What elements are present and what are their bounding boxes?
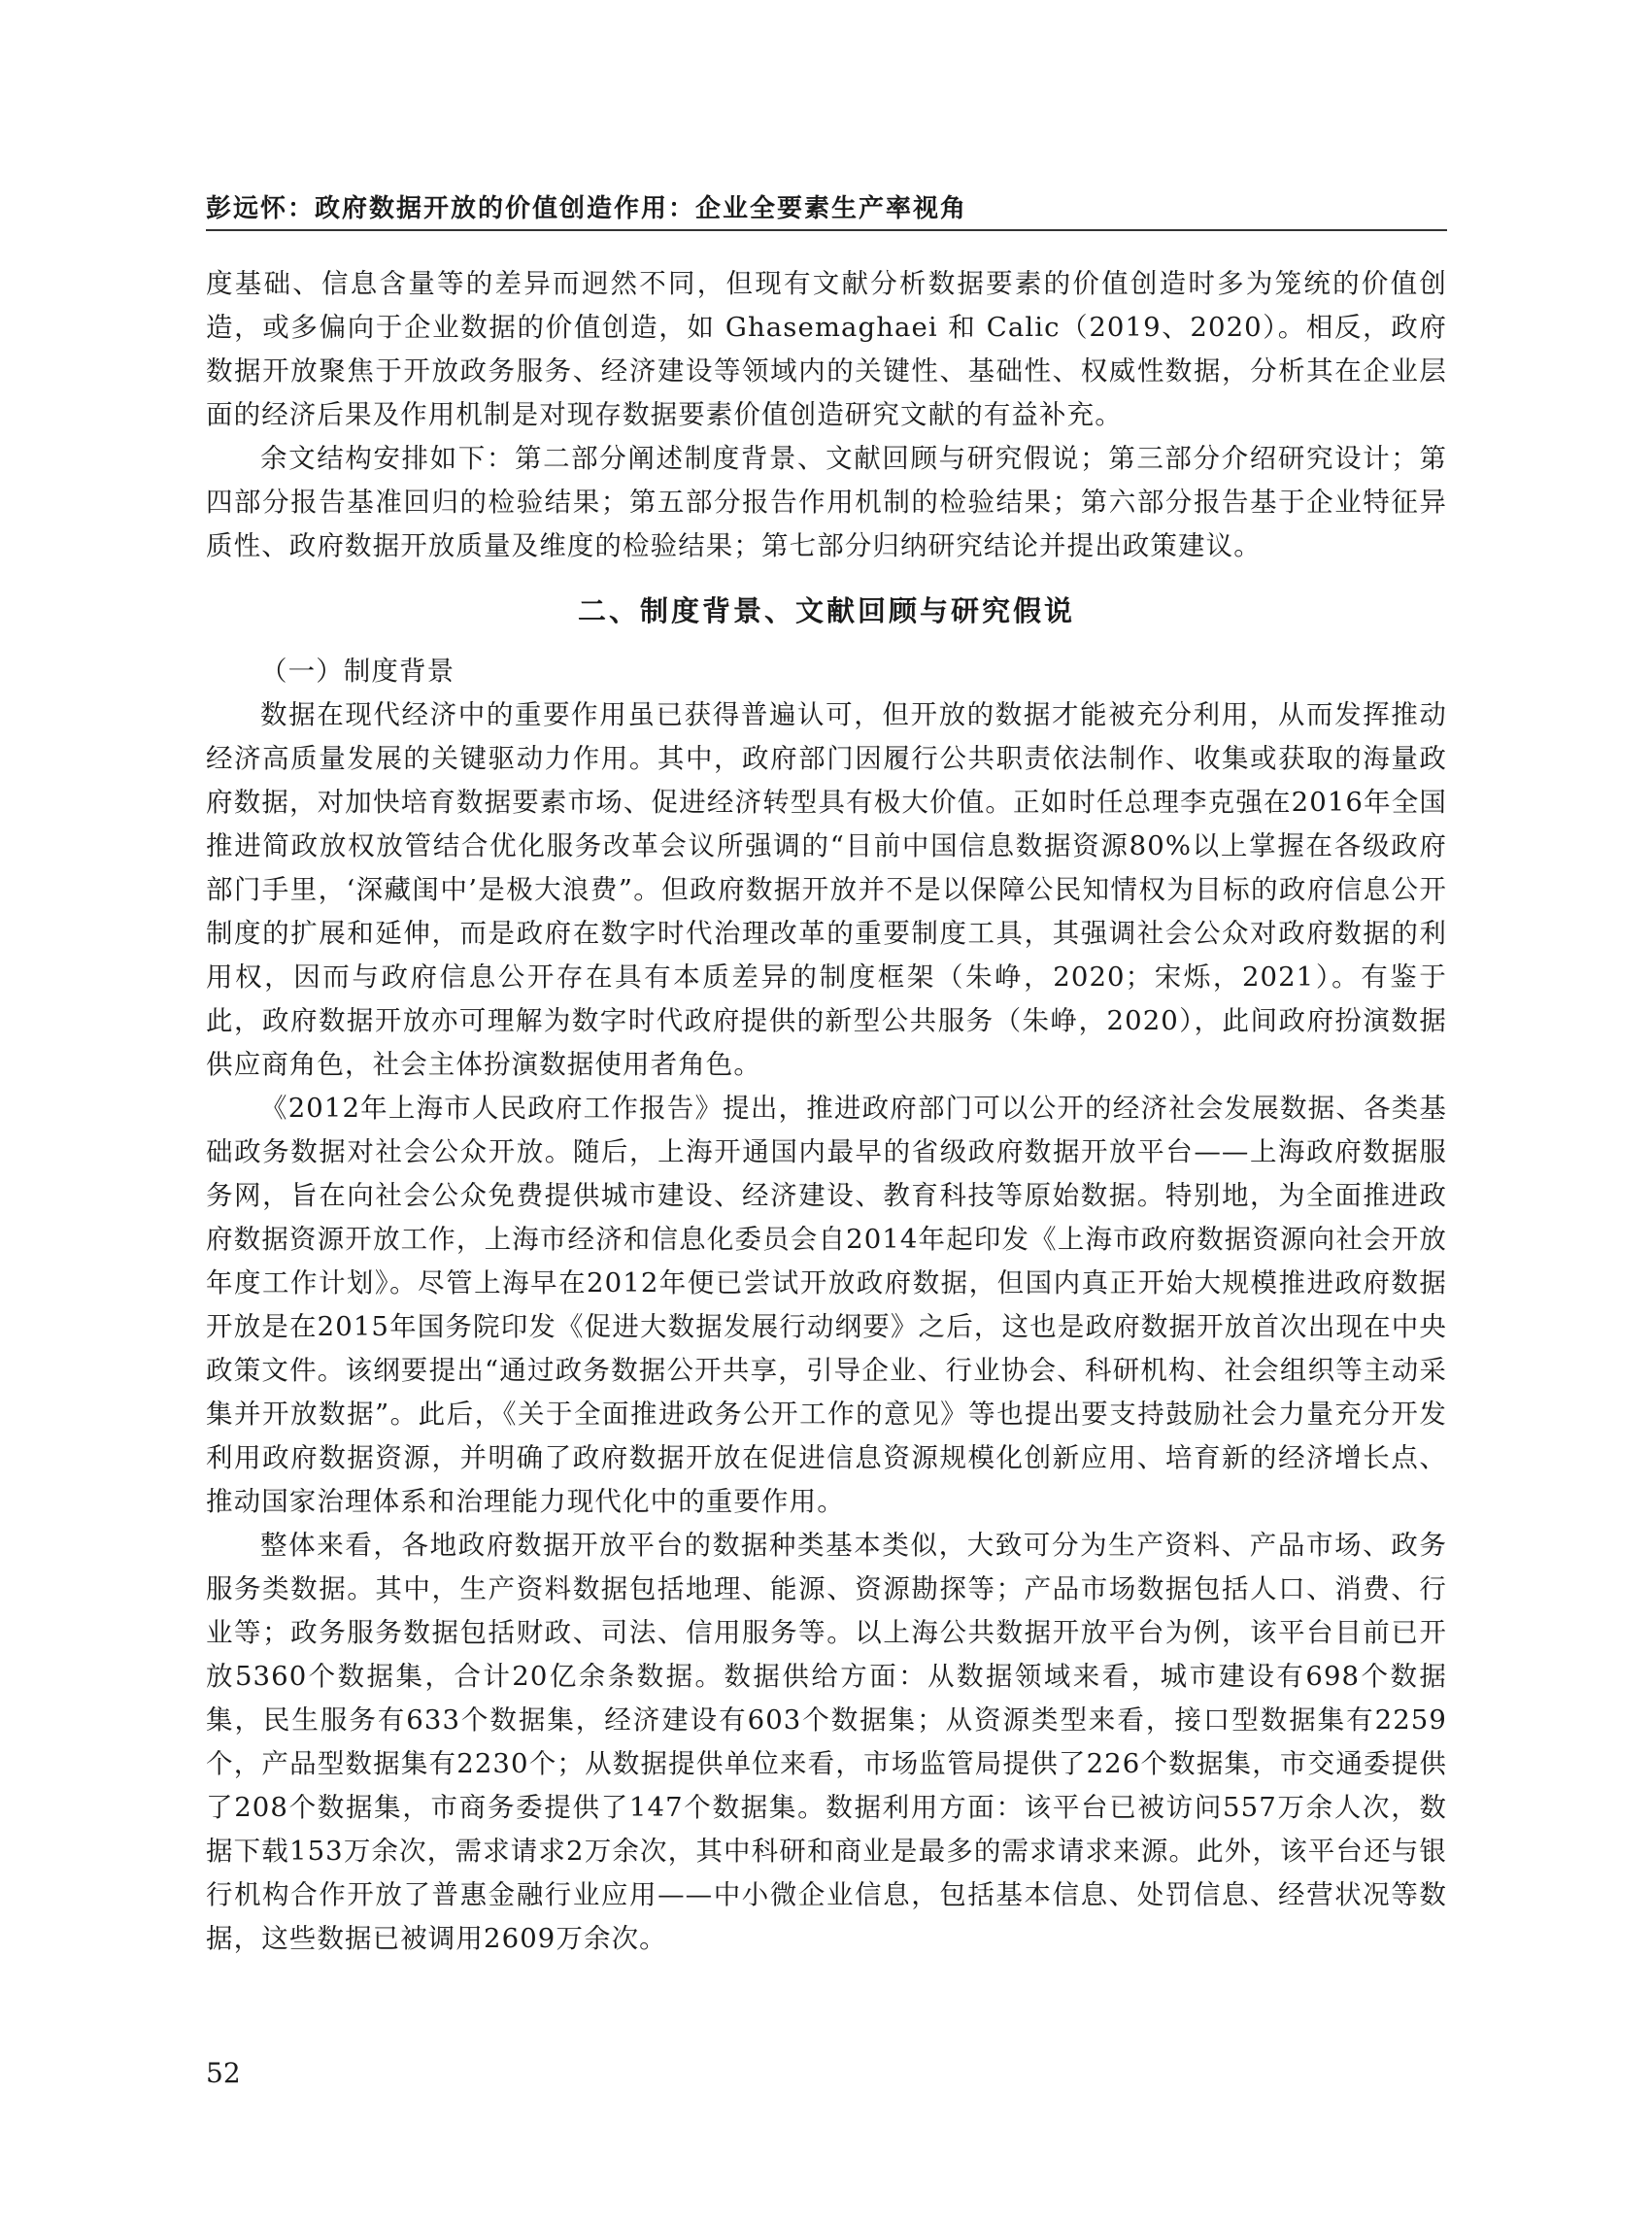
page-number: 52 — [206, 2057, 241, 2089]
paragraph-platform-overview: 整体来看，各地政府数据开放平台的数据种类基本类似，大致可分为生产资料、产品市场、政务服务类数据。其中，生产资料数据包括地理、能源、资源勘探等；产品市场数据包括人口、消费、行业等；政务服务数据包括财政、司法、信用服务等。以上海公共数据开放平台为例，该平台目前已开放5360个数据集，合计20亿余条数据。数据供给方面：从数据领域来看，城市建设有698个数据集，民生服务有633个数据集，经济建设有603个数据集；从资源类型来看，接口型数据集有2259个，产品型数据集有2230个；从数据提供单位来看，市场监管局提供了226个数据集，市交通委提供了208个数据集，市商务委提供了147个数据集。数据利用方面：该平台已被访问557万余人次，数据下载153万余次，需求请求2万余次，其中科研和商业是最多的需求请求来源。此外，该平台还与银行机构合作开放了普惠金融行业应用——中小微企业信息，包括基本信息、处罚信息、经营状况等数据，这些数据已被调用2609万余次。 — [206, 1530, 1447, 1954]
section-heading: 二、制度背景、文献回顾与研究假说 — [577, 594, 1075, 627]
paragraph-structure: 余文结构安排如下：第二部分阐述制度背景、文献回顾与研究假说；第三部分介绍研究设计；第四部分报告基准回归的检验结果；第五部分报告作用机制的检验结果；第六部分报告基于企业特征异质性、政府数据开放质量及维度的检验结果；第七部分归纳研究结论并提出政策建议。 — [206, 443, 1447, 561]
paragraph-continued: 度基础、信息含量等的差异而迥然不同，但现有文献分析数据要素的价值创造时多为笼统的价值创造，或多偏向于企业数据的价值创造，如 Ghasemaghaei 和 Calic（2019、2020）。相反，政府数据开放聚焦于开放政务服务、经济建设等领域内的关键性、基础性、权威性数据，分析其在企业层面的经济后果及作用机制是对现存数据要素价值创造研究文献的有益补充。 — [206, 268, 1447, 430]
article-body — [206, 262, 1447, 1961]
paragraph-shanghai-history: 《2012年上海市人民政府工作报告》提出，推进政府部门可以公开的经济社会发展数据、各类基础政务数据对社会公众开放。随后，上海开通国内最早的省级政府数据开放平台——上海政府数据服务网，旨在向社会公众免费提供城市建设、经济建设、教育科技等原始数据。特别地，为全面推进政府数据资源开放工作，上海市经济和信息化委员会自2014年起印发《上海市政府数据资源向社会开放年度工作计划》。尽管上海早在2012年便已尝试开放政府数据，但国内真正开始大规模推进政府数据开放是在2015年国务院印发《促进大数据发展行动纲要》之后，这也是政府数据开放首次出现在中央政策文件。该纲要提出“通过政务数据公开共享，引导企业、行业协会、科研机构、社会组织等主动采集并开放数据”。此后，《关于全面推进政务公开工作的意见》等也提出要支持鼓励社会力量充分开发利用政府数据资源，并明确了政府数据开放在促进信息资源规模化创新应用、培育新的经济增长点、推动国家治理体系和治理能力现代化中的重要作用。 — [206, 1093, 1447, 1517]
paragraph-data-importance: 数据在现代经济中的重要作用虽已获得普遍认可，但开放的数据才能被充分利用，从而发挥推动经济高质量发展的关键驱动力作用。其中，政府部门因履行公共职责依法制作、收集或获取的海量政府数据，对加快培育数据要素市场、促进经济转型具有极大价值。正如时任总理李克强在2016年全国推进简政放权放管结合优化服务改革会议所强调的“目前中国信息数据资源80%以上掌握在各级政府部门手里，‘深藏闺中’是极大浪费”。但政府数据开放并不是以保障公民知情权为目标的政府信息公开制度的扩展和延伸，而是政府在数字时代治理改革的重要制度工具，其强调社会公众对政府数据的利用权，因而与政府信息公开存在具有本质差异的制度框架（朱峥，2020；宋烁，2021）。有鉴于此，政府数据开放亦可理解为数字时代政府提供的新型公共服务（朱峥，2020），此间政府扮演数据供应商角色，社会主体扮演数据使用者角色。 — [206, 699, 1447, 1080]
subsection-heading: （一）制度背景 — [260, 656, 455, 687]
running-header-title: 彭远怀：政府数据开放的价值创造作用：企业全要素生产率视角 — [206, 194, 968, 223]
running-header — [206, 183, 1447, 231]
